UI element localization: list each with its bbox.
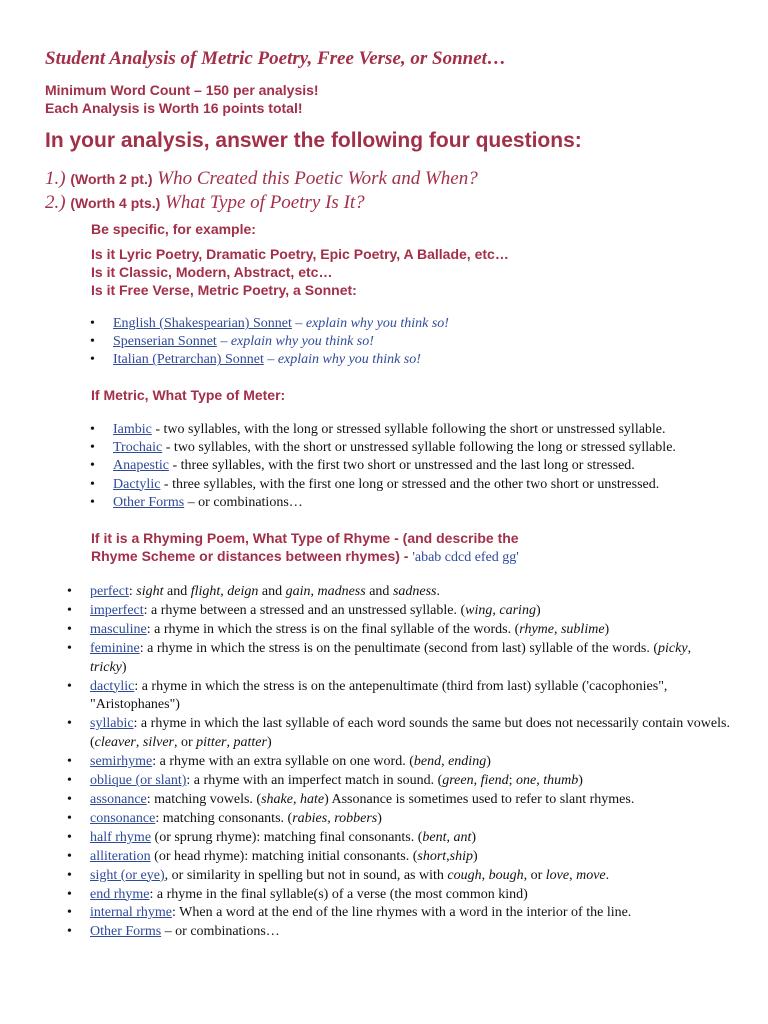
rhyme-description-text: , <box>135 735 143 751</box>
rhyme-description-text: , <box>481 867 489 883</box>
question-worth: (Worth 4 pts.) <box>70 195 161 211</box>
rhyme-description-text: . <box>605 867 610 883</box>
rhyme-type-link[interactable]: internal rhyme <box>90 905 173 921</box>
rhyme-description-text: , or similarity in spelling but not in sound, as with <box>164 867 448 883</box>
rhyme-example-word: rabies, robbers <box>292 810 378 826</box>
rhyme-example-word: shake <box>261 791 293 807</box>
rhyme-description-text: ) Assonance is sometimes used to refer to slant rhymes. <box>324 791 635 807</box>
rhyme-type-link[interactable]: sight (or eye) <box>90 867 165 883</box>
rhyme-list-item <box>90 583 730 602</box>
rhyme-example-word: bough <box>488 867 524 883</box>
rhyme-example-word: wing <box>465 602 493 618</box>
list-item <box>113 476 676 494</box>
sonnet-link[interactable]: Italian (Petrarchan) Sonnet <box>113 352 264 368</box>
example-line: Is it Classic, Modern, Abstract, etc… <box>91 264 333 280</box>
rhyme-heading-text: Rhyme Scheme or distances between rhymes) - <box>91 548 413 564</box>
rhyme-description-text: : When a word at the end of the line rhymes with a word in the interior of the line. <box>172 905 632 921</box>
rhyme-list-item <box>90 829 730 848</box>
rhyme-description-text: : a rhyme in which the last syllable of each word sounds the same but does not necessarily contain vowels. ( <box>90 716 730 751</box>
question-worth: (Worth 2 pt.) <box>70 171 153 187</box>
rhyme-list-item <box>90 867 730 886</box>
word-count-requirement: Minimum Word Count – 150 per analysis! <box>45 82 319 98</box>
rhyme-description-text: , <box>226 735 234 751</box>
meter-description: – or combinations… <box>184 494 303 510</box>
rhyme-example-word: cleaver <box>94 735 136 751</box>
rhyme-example-word: move <box>576 867 606 883</box>
rhyme-type-link[interactable]: half rhyme <box>90 829 152 845</box>
rhyme-description-text: ) <box>471 829 477 845</box>
rhyme-description-text: , or <box>523 867 546 883</box>
rhyme-description-text: , <box>446 848 450 864</box>
rhyme-description-text: , <box>473 773 481 789</box>
meter-link[interactable]: Other Forms <box>113 494 185 510</box>
rhyme-description-text: , or <box>173 735 197 751</box>
rhyme-list-item <box>90 923 730 942</box>
rhyme-example-word: sublime <box>560 621 605 637</box>
rhyme-description-text: : a rhyme with an extra syllable on one word. ( <box>152 754 414 770</box>
sonnet-link[interactable]: Spenserian Sonnet <box>113 334 217 350</box>
meter-description: - three syllables, with the first one long or stressed and the other two short or unstressed. <box>160 476 660 492</box>
rhyme-example-word: pitter <box>196 735 227 751</box>
rhyme-example-word: patter <box>233 735 267 751</box>
rhyme-description-text: , <box>492 602 500 618</box>
rhyme-example-word: hate <box>299 791 325 807</box>
rhyme-description-text: , <box>292 791 300 807</box>
rhyme-list-item <box>90 640 730 678</box>
rhyme-type-link[interactable]: syllabic <box>90 716 134 732</box>
list-item <box>113 351 449 369</box>
rhyme-type-link[interactable]: semirhyme <box>90 754 153 770</box>
sonnet-list <box>113 315 449 370</box>
rhyme-heading-continued <box>91 548 519 566</box>
rhyme-description-text: ; <box>508 773 516 789</box>
rhyme-example-word: short <box>417 848 447 864</box>
rhyme-description-text: ) <box>266 735 272 751</box>
rhyme-description-text: , <box>441 754 449 770</box>
rhyme-type-link[interactable]: Other Forms <box>90 924 162 940</box>
sonnet-note: – explain why you think so! <box>263 352 421 368</box>
rhyme-description-text: ) <box>121 659 127 675</box>
rhyme-example-word: deign <box>227 584 259 599</box>
rhyme-type-link[interactable]: imperfect <box>90 602 144 618</box>
meter-link[interactable]: Trochaic <box>113 440 163 456</box>
rhyme-example-word: picky <box>658 640 688 656</box>
rhyme-list-item <box>90 753 730 772</box>
metric-heading: If Metric, What Type of Meter: <box>91 387 286 403</box>
meter-list <box>113 421 676 512</box>
rhyme-example-word: bent <box>422 829 447 845</box>
rhyme-example-word: ant <box>453 829 472 845</box>
rhyme-description-text: ) <box>604 621 610 637</box>
question-text: What Type of Poetry Is It? <box>165 192 365 213</box>
rhyme-description-text: (or head rhyme): matching initial consonants. ( <box>150 848 418 864</box>
rhyme-example-word: bend <box>413 754 442 770</box>
question-number: 1.) <box>45 168 66 189</box>
rhyme-description-text: : a rhyme in which the stress is on the penultimate (second from last) syllable of the words. ( <box>139 640 659 656</box>
rhyme-description-text: ) <box>486 754 491 770</box>
rhyme-type-link[interactable]: alliteration <box>90 848 151 864</box>
rhyme-description-text: and <box>365 584 393 599</box>
list-item <box>113 439 676 457</box>
rhyme-list-item <box>90 621 730 640</box>
meter-link[interactable]: Anapestic <box>113 458 169 474</box>
rhyme-example-word: one <box>516 773 537 789</box>
meter-description: - two syllables, with the long or stressed syllable following the short or unstressed syllable. <box>151 422 666 437</box>
rhyme-example-word: silver <box>142 735 174 751</box>
list-item <box>113 494 676 512</box>
rhyme-type-link[interactable]: oblique (or slant) <box>90 773 187 789</box>
rhyme-example-word: flight <box>190 584 221 599</box>
rhyme-list <box>90 583 730 942</box>
rhyme-type-link[interactable]: end rhyme <box>90 886 150 902</box>
rhyme-example-word: sadness <box>392 584 437 599</box>
rhyme-description-text: ) <box>535 602 541 618</box>
be-specific-label: Be specific, for example: <box>91 221 256 237</box>
rhyme-scheme-example: 'abab cdcd efed gg' <box>412 550 519 565</box>
sonnet-note: – explain why you think so! <box>216 334 374 350</box>
rhyme-description-text: ) <box>578 773 583 789</box>
rhyme-description-text: and <box>163 584 191 599</box>
rhyme-example-word: ship <box>449 848 474 864</box>
rhyme-list-item <box>90 886 730 905</box>
rhyme-list-item <box>90 602 730 621</box>
rhyme-list-item <box>90 678 730 716</box>
rhyme-example-word: caring <box>499 602 536 618</box>
rhyme-description-text: : matching consonants. ( <box>155 810 293 826</box>
rhyme-description-text: – or combinations… <box>161 924 280 940</box>
rhyme-description-text: and <box>258 584 286 599</box>
rhyme-description-text: : a rhyme in which the stress is on the antepenultimate (third from last) syllable ('cacophonies", "Aristophanes") <box>90 678 668 713</box>
list-item <box>113 333 449 351</box>
example-line: Is it Lyric Poetry, Dramatic Poetry, Epic Poetry, A Ballade, etc… <box>91 246 509 262</box>
points-requirement: Each Analysis is Worth 16 points total! <box>45 100 303 116</box>
example-line: Is it Free Verse, Metric Poetry, a Sonnet: <box>91 282 357 298</box>
rhyme-list-item <box>90 810 730 829</box>
rhyme-example-word: madness <box>317 584 366 599</box>
rhyme-description-text: : a rhyme in which the stress is on the final syllable of the words. ( <box>146 621 520 637</box>
rhyme-description-text: . <box>436 584 440 599</box>
rhyme-description-text: , <box>687 640 692 656</box>
rhyme-description-text: : a rhyme in the final syllable(s) of a verse (the most common kind) <box>149 886 528 902</box>
rhyme-example-word: fiend <box>480 773 509 789</box>
sonnet-note: – explain why you think so! <box>291 316 449 331</box>
list-item <box>113 457 676 475</box>
rhyme-list-item <box>90 772 730 791</box>
rhyme-example-word: love <box>545 867 570 883</box>
rhyme-heading: If it is a Rhyming Poem, What Type of Rhyme - (and describe the <box>91 530 519 546</box>
rhyme-description-text: : matching vowels. ( <box>146 791 262 807</box>
rhyme-description-text: , <box>536 773 544 789</box>
list-item <box>113 315 449 333</box>
rhyme-list-item <box>90 791 730 810</box>
main-question-heading: In your analysis, answer the following four questions: <box>45 129 582 152</box>
question-1 <box>45 168 478 190</box>
rhyme-description-text: , <box>220 584 228 599</box>
rhyme-list-item <box>90 715 730 753</box>
meter-description: - three syllables, with the first two short or unstressed and the last long or stressed. <box>168 458 635 474</box>
rhyme-list-item <box>90 848 730 867</box>
list-item <box>113 421 676 439</box>
rhyme-description-text: , <box>569 867 577 883</box>
rhyme-description-text: , <box>553 621 561 637</box>
question-2 <box>45 192 365 214</box>
rhyme-example-word: gain <box>285 584 311 599</box>
rhyme-description-text: : a rhyme between a stressed and an unstressed syllable. ( <box>143 602 466 618</box>
rhyme-list-item <box>90 904 730 923</box>
page-title: Student Analysis of Metric Poetry, Free Verse, or Sonnet… <box>45 48 506 69</box>
rhyme-type-link[interactable]: perfect <box>90 584 129 599</box>
question-number: 2.) <box>45 192 66 213</box>
rhyme-type-link[interactable]: feminine <box>90 640 140 656</box>
meter-link[interactable]: Iambic <box>113 422 152 437</box>
rhyme-example-word: tricky <box>90 659 122 675</box>
rhyme-example-word: green <box>442 773 474 789</box>
rhyme-type-link[interactable]: masculine <box>90 621 147 637</box>
meter-link[interactable]: Dactylic <box>113 476 161 492</box>
rhyme-type-link[interactable]: dactylic <box>90 678 135 694</box>
rhyme-description-text: ) <box>377 810 382 826</box>
rhyme-description-text: : a rhyme with an imperfect match in sound. ( <box>186 773 443 789</box>
sonnet-link[interactable]: English (Shakespearian) Sonnet <box>113 316 292 331</box>
meter-description: - two syllables, with the short or unstressed syllable following the long or stressed syllable. <box>162 440 676 456</box>
rhyme-description-text: (or sprung rhyme): matching final consonants. ( <box>151 829 423 845</box>
rhyme-type-link[interactable]: consonance <box>90 810 156 826</box>
question-text: Who Created this Poetic Work and When? <box>157 168 478 189</box>
rhyme-type-link[interactable]: assonance <box>90 791 147 807</box>
rhyme-example-word: sight <box>136 584 164 599</box>
rhyme-description-text: , <box>446 829 454 845</box>
rhyme-example-word: cough <box>447 867 482 883</box>
rhyme-example-word: rhyme <box>519 621 554 637</box>
rhyme-example-word: ending <box>448 754 487 770</box>
rhyme-description-text: : <box>128 584 137 599</box>
rhyme-example-word: thumb <box>543 773 579 789</box>
rhyme-description-text: ) <box>473 848 478 864</box>
rhyme-description-text: , <box>310 584 318 599</box>
